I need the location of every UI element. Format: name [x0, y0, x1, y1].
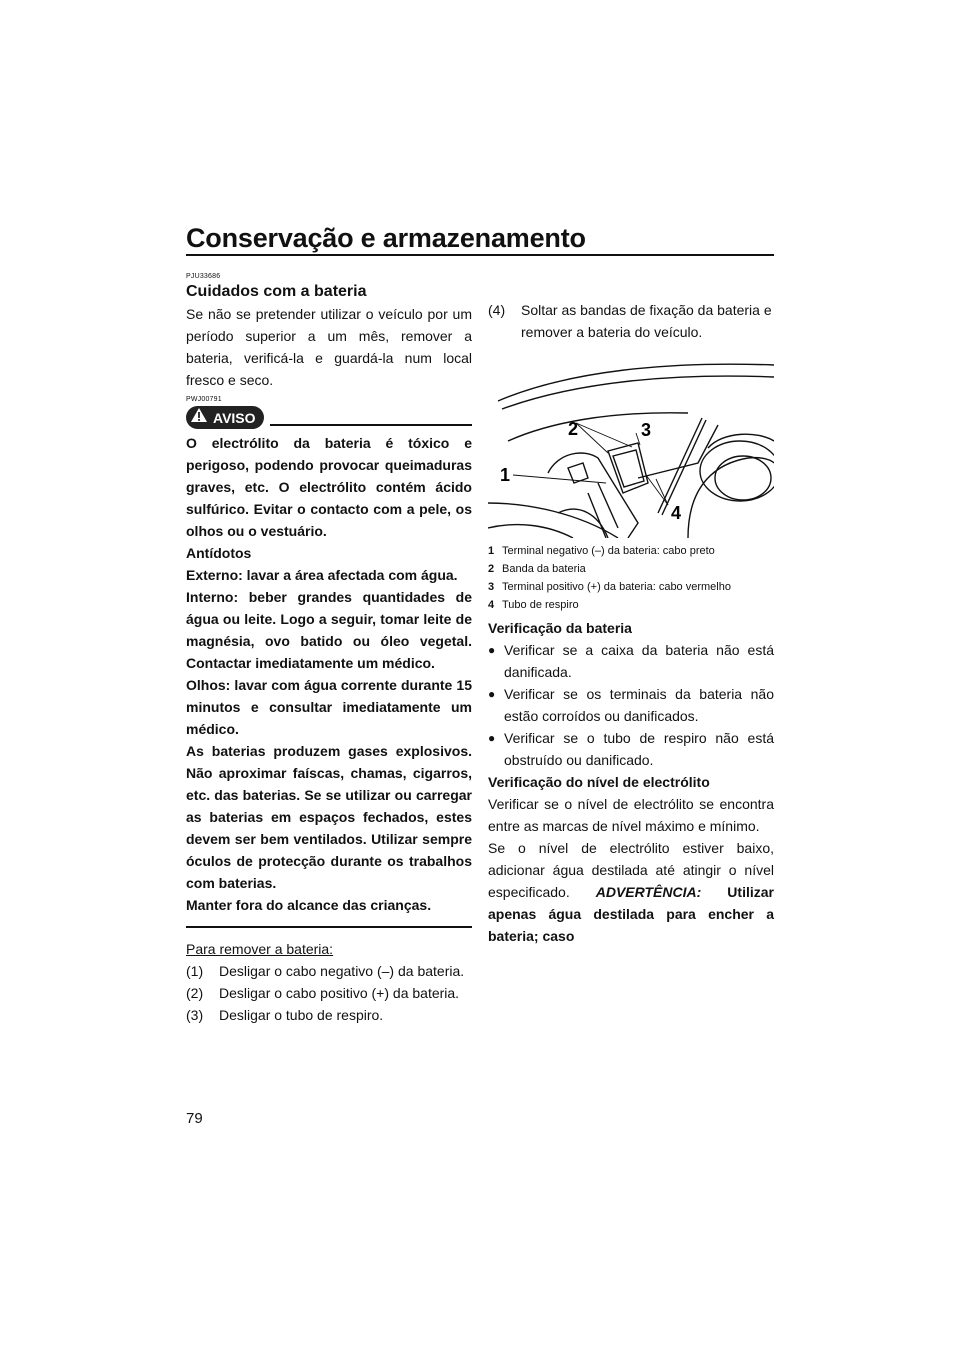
warning-paragraph: Olhos: lavar com água corrente durante 15 minutos e consultar imediatamente um médico.: [186, 677, 472, 737]
callout-4: 4: [671, 503, 682, 523]
bullet-text: Verificar se a caixa da bateria não está danificada.: [504, 642, 774, 680]
header-rule: [186, 254, 774, 256]
legend-item: [488, 580, 774, 595]
warning-paragraph: Interno: beber grandes quantidades de água ou leite. Logo a seguir, tomar leite de magnésia, ovo batido ou óleo vegetal. Contactar imediatamente um médico.: [186, 589, 472, 671]
page-number: 79: [186, 1110, 203, 1127]
legend-item: [488, 544, 774, 559]
warning-code: PWJ00791: [186, 396, 222, 403]
warning-paragraph: Manter fora do alcance das crianças.: [186, 897, 432, 913]
step-text: Desligar o cabo positivo (+) da bateria.: [219, 985, 460, 1001]
step-item: [186, 982, 472, 1004]
left-column: [186, 272, 472, 1026]
page-title: Conservação e armazenamento: [186, 223, 586, 253]
step-text: Desligar o tubo de respiro.: [219, 1007, 384, 1023]
legend-key: 4: [488, 599, 495, 611]
step-number: (2): [186, 985, 204, 1001]
battery-drawing: [488, 353, 774, 538]
battery-illustration: [488, 353, 774, 538]
step-item: [186, 1004, 472, 1026]
legend-key: 1: [488, 545, 495, 557]
callout-1: 1: [500, 465, 511, 485]
right-column: [488, 299, 774, 947]
warning-paragraph: Antídotos: [186, 545, 252, 561]
figure-legend: [488, 544, 774, 613]
step-item: [488, 299, 774, 343]
level-text: Se o nível de electrólito estiver baixo, adicionar água destilada até atingir o nível especificado.: [488, 840, 774, 900]
bullet-item: [488, 683, 774, 727]
legend-key: 2: [488, 563, 495, 575]
bullet-icon: ●: [488, 687, 496, 701]
legend-key: 3: [488, 581, 495, 593]
step-number: (3): [186, 1007, 204, 1023]
callout-2: 2: [568, 419, 579, 439]
warning-label: AVISO: [213, 409, 256, 426]
warning-triangle-icon: [190, 407, 208, 429]
step-text: Soltar as bandas de fixação da bateria e remover a bateria do veículo.: [521, 302, 772, 340]
step-text: Desligar o cabo negativo (–) da bateria.: [219, 963, 465, 979]
legend-text: Terminal negativo (–) da bateria: cabo preto: [502, 545, 715, 557]
advertencia-label: ADVERTÊNCIA:: [595, 884, 702, 900]
warning-header: [186, 406, 472, 429]
callout-3: 3: [641, 420, 652, 440]
level-paragraph-warning: [488, 837, 774, 947]
step-number: (4): [488, 302, 506, 318]
step-number: (1): [186, 963, 204, 979]
legend-text: Banda da bateria: [502, 563, 586, 575]
warning-paragraph: As baterias produzem gases explosivos. Não aproximar faíscas, chamas, cigarros, etc. das baterias. Se se utilizar ou carregar as baterias em espaços fechados, estes devem ser bem ventilados. Utilizar sempre óculos de protecção durante os trabalhos com baterias.: [186, 743, 472, 891]
bullet-item: [488, 639, 774, 683]
warning-badge: [186, 406, 264, 429]
legend-item: [488, 598, 774, 613]
advertencia-text: Utilizar apenas água destilada para encher a bateria; caso: [488, 884, 774, 944]
section-code: PJU33686: [186, 273, 221, 280]
bullet-text: Verificar se o tubo de respiro não está obstruído ou danificado.: [504, 730, 774, 768]
bullet-icon: ●: [488, 643, 496, 657]
intro-paragraph: Se não se pretender utilizar o veículo por um período superior a um mês, remover a bateria, verificá-la e guardá-la num local fresco e seco.: [186, 306, 472, 388]
legend-text: Terminal positivo (+) da bateria: cabo vermelho: [502, 581, 731, 593]
warning-paragraph: Externo: lavar a área afectada com água.: [186, 567, 458, 583]
level-paragraph: Verificar se o nível de electrólito se encontra entre as marcas de nível máximo e mínimo.: [488, 796, 774, 834]
legend-item: [488, 562, 774, 577]
check-heading: Verificação da bateria: [488, 620, 632, 636]
section-title: Cuidados com a bateria: [186, 283, 367, 300]
bullet-text: Verificar se os terminais da bateria não estão corroídos ou danificados.: [504, 686, 774, 724]
warning-rule: [270, 424, 472, 426]
bullet-item: [488, 727, 774, 771]
warning-box: [186, 429, 472, 916]
warning-end-rule: [186, 926, 472, 928]
bullet-icon: ●: [488, 731, 496, 745]
remove-heading: Para remover a bateria:: [186, 941, 334, 957]
level-heading: Verificação do nível de electrólito: [488, 774, 710, 790]
warning-paragraph: O electrólito da bateria é tóxico e perigoso, podendo provocar queimaduras graves, etc. O electrólito contém ácido sulfúrico. Evitar o contacto com a pele, os olhos ou o vestuário.: [186, 435, 472, 539]
legend-text: Tubo de respiro: [502, 599, 579, 611]
step-item: [186, 960, 472, 982]
